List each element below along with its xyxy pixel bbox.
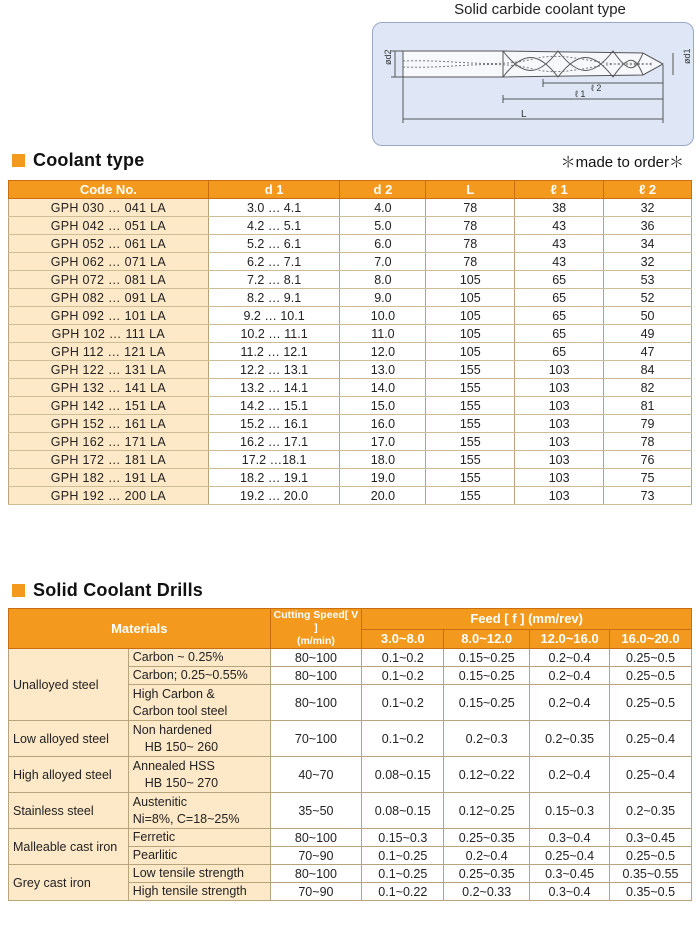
value-cell: 7.2 … 8.1 [208,271,340,289]
code-cell: GPH 030 … 041 LA [9,199,209,217]
header-d2: d 2 [340,181,426,199]
feed-cell: 0.25~0.35 [444,865,530,883]
value-cell: 4.2 … 5.1 [208,217,340,235]
value-cell: 20.0 [340,487,426,505]
sub-material-line: HB 150~ 260 [144,739,219,754]
code-cell: GPH 192 … 200 LA [9,487,209,505]
material-cell: Low alloyed steel [9,721,129,757]
feed-cell: 0.1~0.2 [362,721,444,757]
feed-cell: 0.25~0.4 [610,721,692,757]
value-cell: 103 [515,451,604,469]
code-cell: GPH 072 … 081 LA [9,271,209,289]
sub-material-cell [128,883,270,901]
value-cell: 13.2 … 14.1 [208,379,340,397]
drill-diagram [372,22,694,146]
feed-cell: 0.1~0.25 [362,847,444,865]
table-row [9,271,692,289]
value-cell: 8.2 … 9.1 [208,289,340,307]
value-cell: 19.2 … 20.0 [208,487,340,505]
material-cell: Malleable cast iron [9,829,129,865]
value-cell: 78 [426,199,515,217]
material-cell: Grey cast iron [9,865,129,901]
feed-cell: 0.2~0.33 [444,883,530,901]
value-cell: 32 [604,199,692,217]
feed-cell: 0.2~0.4 [530,685,610,721]
value-cell: 19.0 [340,469,426,487]
table-row [9,433,692,451]
value-cell: 16.2 … 17.1 [208,433,340,451]
material-cell: Unalloyed steel [9,649,129,721]
value-cell: 75 [604,469,692,487]
sub-material-line: High tensile strength [132,884,247,898]
feed-cell: 0.15~0.3 [530,793,610,829]
code-cell: GPH 112 … 121 LA [9,343,209,361]
coolant-type-table [8,180,692,505]
sub-material-line: Carbon; 0.25~0.55% [132,668,248,682]
value-cell: 18.0 [340,451,426,469]
feed-cell: 0.08~0.15 [362,757,444,793]
value-cell: 5.2 … 6.1 [208,235,340,253]
header-feed-range: 8.0~12.0 [444,629,530,648]
orange-square-icon [12,584,25,597]
value-cell: 76 [604,451,692,469]
value-cell: 105 [426,343,515,361]
feed-cell: 0.25~0.5 [610,847,692,865]
value-cell: 103 [515,469,604,487]
value-cell: 103 [515,361,604,379]
value-cell: 82 [604,379,692,397]
value-cell: 9.0 [340,289,426,307]
feed-cell: 0.15~0.25 [444,685,530,721]
value-cell: 65 [515,325,604,343]
table-row [9,469,692,487]
value-cell: 18.2 … 19.1 [208,469,340,487]
speed-cell: 70~100 [270,721,362,757]
speed-cell: 80~100 [270,649,362,667]
value-cell: 13.0 [340,361,426,379]
header-feed-range: 3.0~8.0 [362,629,444,648]
label-l1: ℓ 1 [575,89,586,99]
feed-cell: 0.2~0.4 [530,757,610,793]
code-cell: GPH 172 … 181 LA [9,451,209,469]
value-cell: 81 [604,397,692,415]
value-cell: 6.0 [340,235,426,253]
value-cell: 73 [604,487,692,505]
feed-cell: 0.1~0.2 [362,685,444,721]
header-d1: d 1 [208,181,340,199]
sub-material-cell [128,721,270,757]
value-cell: 10.2 … 11.1 [208,325,340,343]
value-cell: 78 [604,433,692,451]
table-row [9,865,692,883]
value-cell: 3.0 … 4.1 [208,199,340,217]
code-cell: GPH 092 … 101 LA [9,307,209,325]
value-cell: 52 [604,289,692,307]
table-row [9,217,692,235]
sub-material-cell [128,649,270,667]
value-cell: 105 [426,289,515,307]
made-to-order-note: ＊made to order＊ [560,154,684,171]
sub-material-cell [128,793,270,829]
feed-cell: 0.15~0.25 [444,667,530,685]
label-L: L [521,109,527,120]
code-cell: GPH 152 … 161 LA [9,415,209,433]
value-cell: 10.0 [340,307,426,325]
code-cell: GPH 162 … 171 LA [9,433,209,451]
value-cell: 17.0 [340,433,426,451]
feed-cell: 0.3~0.4 [530,829,610,847]
feed-cell: 0.2~0.3 [444,721,530,757]
sub-material-cell [128,865,270,883]
table-header-row [9,609,692,630]
value-cell: 4.0 [340,199,426,217]
header-materials: Materials [9,609,271,649]
value-cell: 5.0 [340,217,426,235]
table-row [9,757,692,793]
table-row [9,361,692,379]
material-cell: Stainless steel [9,793,129,829]
sub-material-cell [128,685,270,721]
feed-cell: 0.3~0.45 [530,865,610,883]
drill-drawing [373,23,693,145]
feed-cell: 0.1~0.25 [362,865,444,883]
header-cutting-speed [270,609,362,649]
value-cell: 103 [515,397,604,415]
sub-material-line: High Carbon & [132,686,215,701]
table-row [9,487,692,505]
section-coolant-type [12,150,144,171]
value-cell: 84 [604,361,692,379]
value-cell: 43 [515,217,604,235]
value-cell: 65 [515,307,604,325]
speed-cell: 70~90 [270,847,362,865]
value-cell: 6.2 … 7.1 [208,253,340,271]
speed-cell: 35~50 [270,793,362,829]
value-cell: 105 [426,325,515,343]
value-cell: 53 [604,271,692,289]
value-cell: 65 [515,289,604,307]
value-cell: 105 [426,307,515,325]
value-cell: 16.0 [340,415,426,433]
feed-cell: 0.25~0.35 [444,829,530,847]
feed-cell: 0.3~0.4 [530,883,610,901]
value-cell: 14.2 … 15.1 [208,397,340,415]
value-cell: 155 [426,361,515,379]
value-cell: 105 [426,271,515,289]
table-row [9,721,692,757]
feed-cell: 0.2~0.4 [530,667,610,685]
value-cell: 17.2 …18.1 [208,451,340,469]
code-cell: GPH 102 … 111 LA [9,325,209,343]
code-cell: GPH 182 … 191 LA [9,469,209,487]
table-row [9,325,692,343]
code-cell: GPH 042 … 051 LA [9,217,209,235]
feed-cell: 0.15~0.3 [362,829,444,847]
value-cell: 155 [426,469,515,487]
sub-material-cell [128,667,270,685]
value-cell: 155 [426,379,515,397]
value-cell: 103 [515,415,604,433]
value-cell: 12.0 [340,343,426,361]
code-cell: GPH 132 … 141 LA [9,379,209,397]
orange-square-icon [12,154,25,167]
code-cell: GPH 142 … 151 LA [9,397,209,415]
feed-cell: 0.12~0.22 [444,757,530,793]
table-header-row [9,181,692,199]
header-l1: ℓ 1 [515,181,604,199]
table-row [9,397,692,415]
header-feed-range: 16.0~20.0 [610,629,692,648]
feed-cell: 0.1~0.2 [362,667,444,685]
value-cell: 79 [604,415,692,433]
value-cell: 12.2 … 13.1 [208,361,340,379]
sub-material-line: Pearlitic [132,848,178,862]
speed-cell: 70~90 [270,883,362,901]
sub-material-cell [128,847,270,865]
table-row [9,793,692,829]
label-d2: ød2 [383,49,393,65]
value-cell: 78 [426,235,515,253]
value-cell: 15.2 … 16.1 [208,415,340,433]
sub-material-line: Ni=8%, C=18~25% [132,811,240,826]
value-cell: 14.0 [340,379,426,397]
feed-cell: 0.25~0.5 [610,667,692,685]
table-row [9,289,692,307]
table-row [9,451,692,469]
header-code-no: Code No. [9,181,209,199]
feed-cell: 0.25~0.5 [610,685,692,721]
value-cell: 103 [515,487,604,505]
feed-cell: 0.1~0.2 [362,649,444,667]
value-cell: 32 [604,253,692,271]
header-cutting-speed-line2: (m/min) [296,635,335,647]
feed-cell: 0.15~0.25 [444,649,530,667]
label-l2: ℓ 2 [591,83,602,93]
feed-cell: 0.08~0.15 [362,793,444,829]
sub-material-cell [128,829,270,847]
value-cell: 7.0 [340,253,426,271]
diagram-caption: Solid carbide coolant type [454,1,626,18]
value-cell: 155 [426,487,515,505]
feed-cell: 0.35~0.55 [610,865,692,883]
section-title-solid-coolant-drills: Solid Coolant Drills [33,580,204,600]
value-cell: 155 [426,433,515,451]
code-cell: GPH 122 … 131 LA [9,361,209,379]
header-feed: Feed [ f ] (mm/rev) [362,609,692,630]
value-cell: 43 [515,253,604,271]
speed-cell: 80~100 [270,685,362,721]
speed-cell: 80~100 [270,667,362,685]
code-cell: GPH 062 … 071 LA [9,253,209,271]
feed-cell: 0.12~0.25 [444,793,530,829]
value-cell: 103 [515,379,604,397]
table-row [9,253,692,271]
sub-material-line: Non hardened [132,722,213,737]
feed-cell: 0.1~0.22 [362,883,444,901]
feed-cell: 0.25~0.4 [610,757,692,793]
value-cell: 78 [426,217,515,235]
value-cell: 103 [515,433,604,451]
value-cell: 15.0 [340,397,426,415]
sub-material-line: Carbon tool steel [132,703,228,718]
value-cell: 11.0 [340,325,426,343]
value-cell: 36 [604,217,692,235]
table-row [9,235,692,253]
feed-cell: 0.2~0.4 [530,649,610,667]
sub-material-line: HB 150~ 270 [144,775,219,790]
value-cell: 11.2 … 12.1 [208,343,340,361]
header-feed-range: 12.0~16.0 [530,629,610,648]
sub-material-line: Austenitic [132,794,187,809]
table-row [9,343,692,361]
value-cell: 47 [604,343,692,361]
value-cell: 34 [604,235,692,253]
sub-material-line: Ferretic [132,830,176,844]
header-l2: ℓ 2 [604,181,692,199]
value-cell: 43 [515,235,604,253]
solid-coolant-drills-table [8,608,692,901]
feed-cell: 0.25~0.4 [530,847,610,865]
table-row [9,199,692,217]
table-row [9,415,692,433]
section-title-coolant-type: Coolant type [33,150,145,170]
value-cell: 78 [426,253,515,271]
feed-cell: 0.2~0.35 [610,793,692,829]
value-cell: 38 [515,199,604,217]
sub-material-cell [128,757,270,793]
value-cell: 49 [604,325,692,343]
table-row [9,307,692,325]
value-cell: 8.0 [340,271,426,289]
speed-cell: 80~100 [270,829,362,847]
feed-cell: 0.25~0.5 [610,649,692,667]
header-L: L [426,181,515,199]
speed-cell: 40~70 [270,757,362,793]
table-row [9,649,692,667]
sub-material-line: Carbon ~ 0.25% [132,650,224,664]
table-row [9,379,692,397]
feed-cell: 0.2~0.35 [530,721,610,757]
value-cell: 65 [515,271,604,289]
label-d1: ød1 [682,48,692,64]
sub-material-line: Annealed HSS [132,758,215,773]
table-row [9,829,692,847]
sub-material-line: Low tensile strength [132,866,244,880]
value-cell: 65 [515,343,604,361]
section-solid-coolant-drills [12,580,203,601]
feed-cell: 0.3~0.45 [610,829,692,847]
value-cell: 50 [604,307,692,325]
feed-cell: 0.2~0.4 [444,847,530,865]
value-cell: 155 [426,451,515,469]
value-cell: 155 [426,415,515,433]
code-cell: GPH 082 … 091 LA [9,289,209,307]
header-cutting-speed-line1: Cutting Speed[ V ] [273,609,359,634]
value-cell: 9.2 … 10.1 [208,307,340,325]
value-cell: 155 [426,397,515,415]
feed-cell: 0.35~0.5 [610,883,692,901]
material-cell: High alloyed steel [9,757,129,793]
speed-cell: 80~100 [270,865,362,883]
code-cell: GPH 052 … 061 LA [9,235,209,253]
